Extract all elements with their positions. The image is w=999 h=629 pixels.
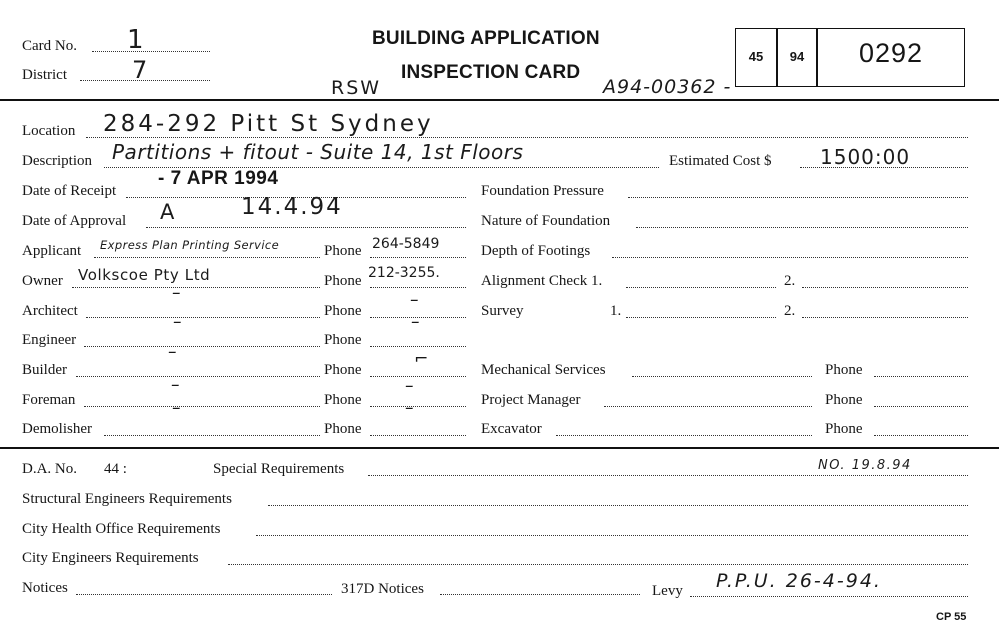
levy-dots xyxy=(690,596,968,597)
owner-value: Volkscoe Pty Ltd xyxy=(78,266,211,284)
date-of-receipt-label: Date of Receipt xyxy=(22,183,117,199)
approval-value: 14.4.94 xyxy=(241,194,343,220)
architect-phone-label: Phone xyxy=(324,303,362,319)
engineer-phone-label: Phone xyxy=(324,332,362,348)
applicant-phone-label: Phone xyxy=(324,243,362,259)
card-no-label: Card No. xyxy=(22,38,77,54)
architect-phone-dash: – xyxy=(410,290,419,310)
survey-1-label: 1. xyxy=(610,303,622,319)
da-no-label: D.A. No. xyxy=(22,461,77,477)
engineer-label: Engineer xyxy=(22,332,77,348)
card-number-box xyxy=(735,28,965,87)
box-cell-b: 94 xyxy=(789,49,805,64)
applicant-phone-value: 264-5849 xyxy=(372,236,440,252)
foreman-phone-dash: – xyxy=(405,376,414,396)
location-dots xyxy=(86,137,968,138)
foundation-pressure-dots xyxy=(628,197,968,198)
alignment-check-1-dots xyxy=(626,287,776,288)
card-no-value: 1 xyxy=(127,25,144,55)
description-value: Partitions + fitout - Suite 14, 1st Floors xyxy=(112,140,524,164)
approval-dots xyxy=(146,227,466,228)
depth-of-footings-dots xyxy=(612,257,968,258)
excavator-phone-label: Phone xyxy=(825,421,863,437)
mechanical-phone-label: Phone xyxy=(825,362,863,378)
applicant-phone-dots xyxy=(370,257,466,258)
city-health-label: City Health Office Requirements xyxy=(22,521,221,537)
engineer-phone-dots xyxy=(370,346,466,347)
foreman-label: Foreman xyxy=(22,392,76,408)
architect-dash: – xyxy=(172,283,181,303)
estimated-cost-label: Estimated Cost $ xyxy=(669,153,772,169)
builder-phone-label: Phone xyxy=(324,362,362,378)
engineer-dots xyxy=(84,346,320,347)
alignment-check-2-dots xyxy=(802,287,968,288)
foundation-pressure-label: Foundation Pressure xyxy=(481,183,604,199)
survey-1-dots xyxy=(626,317,776,318)
location-value: 284-292 Pitt St Sydney xyxy=(103,111,434,137)
demolisher-dash: – xyxy=(172,398,181,418)
receipt-stamp: - 7 APR 1994 xyxy=(158,168,279,189)
architect-dots xyxy=(86,317,320,318)
foreman-phone-dots xyxy=(370,406,466,407)
date-of-approval-label: Date of Approval xyxy=(22,213,127,229)
district-label: District xyxy=(22,67,67,83)
project-manager-phone-label: Phone xyxy=(825,392,863,408)
city-engineers-label: City Engineers Requirements xyxy=(22,550,199,566)
levy-value: P.P.U. 26-4-94. xyxy=(716,570,882,592)
demolisher-phone-dots xyxy=(370,435,466,436)
approval-prefix: A xyxy=(160,200,175,224)
structural-engineers-label: Structural Engineers Requirements xyxy=(22,491,232,507)
builder-label: Builder xyxy=(22,362,67,378)
owner-phone-value: 212-3255. xyxy=(368,265,440,281)
owner-phone-dots xyxy=(370,287,466,288)
location-label: Location xyxy=(22,123,76,139)
box-card-number: 0292 xyxy=(858,38,924,68)
owner-dots xyxy=(72,287,320,288)
card-no-dots xyxy=(92,51,210,52)
project-manager-phone-dots xyxy=(874,406,968,407)
alignment-check-label: Alignment Check 1. xyxy=(481,273,603,289)
demolisher-phone-dash: – xyxy=(405,398,414,418)
depth-of-footings-label: Depth of Footings xyxy=(481,243,591,259)
foreman-phone-label: Phone xyxy=(324,392,362,408)
handwritten-reference: A94-00362 - xyxy=(603,76,732,98)
excavator-dots xyxy=(556,435,812,436)
demolisher-label: Demolisher xyxy=(22,421,92,437)
mechanical-services-dots xyxy=(632,376,812,377)
notices-317d-dots xyxy=(440,594,640,595)
applicant-label: Applicant xyxy=(22,243,82,259)
levy-label: Levy xyxy=(652,583,683,599)
engineer-dash: – xyxy=(173,312,182,332)
foreman-dash: – xyxy=(171,375,180,395)
structural-engineers-dots xyxy=(268,505,968,506)
applicant-dots xyxy=(94,257,320,258)
excavator-phone-dots xyxy=(874,435,968,436)
special-requirements-dots xyxy=(368,475,968,476)
estimated-cost-value: 1500:00 xyxy=(820,145,911,169)
box-cell-a: 45 xyxy=(748,49,764,64)
special-requirements-value: NO. 19.8.94 xyxy=(818,458,912,473)
notices-317d-label: 317D Notices xyxy=(341,581,424,597)
survey-2-dots xyxy=(802,317,968,318)
da-no-value: 44 : xyxy=(104,461,127,477)
form-code: CP 55 xyxy=(936,611,967,623)
builder-dash: – xyxy=(168,342,177,362)
notices-label: Notices xyxy=(22,580,68,596)
handwritten-rsw: RSW xyxy=(331,77,382,99)
city-engineers-dots xyxy=(228,564,968,565)
alignment-check-2-label: 2. xyxy=(784,273,796,289)
engineer-phone-dash: – xyxy=(411,312,420,332)
card-subtitle: INSPECTION CARD xyxy=(401,62,581,83)
survey-label: Survey xyxy=(481,303,524,319)
card-title: BUILDING APPLICATION xyxy=(372,28,600,49)
mechanical-services-label: Mechanical Services xyxy=(481,362,606,378)
builder-phone-dash: ⌐ xyxy=(414,349,429,369)
middle-divider xyxy=(0,447,999,449)
owner-phone-label: Phone xyxy=(324,273,362,289)
foreman-dots xyxy=(84,406,320,407)
district-value: 7 xyxy=(132,56,148,84)
special-requirements-label: Special Requirements xyxy=(213,461,345,477)
builder-phone-dots xyxy=(370,376,466,377)
owner-label: Owner xyxy=(22,273,63,289)
excavator-label: Excavator xyxy=(481,421,542,437)
project-manager-dots xyxy=(604,406,812,407)
nature-of-foundation-dots xyxy=(636,227,968,228)
description-label: Description xyxy=(22,153,92,169)
header-divider xyxy=(0,99,999,101)
demolisher-dots xyxy=(104,435,320,436)
project-manager-label: Project Manager xyxy=(481,392,581,408)
demolisher-phone-label: Phone xyxy=(324,421,362,437)
city-health-dots xyxy=(256,535,968,536)
notices-dots xyxy=(76,594,332,595)
architect-label: Architect xyxy=(22,303,78,319)
applicant-value: Express Plan Printing Service xyxy=(100,238,280,252)
survey-2-label: 2. xyxy=(784,303,796,319)
nature-of-foundation-label: Nature of Foundation xyxy=(481,213,611,229)
builder-dots xyxy=(76,376,320,377)
mechanical-phone-dots xyxy=(874,376,968,377)
